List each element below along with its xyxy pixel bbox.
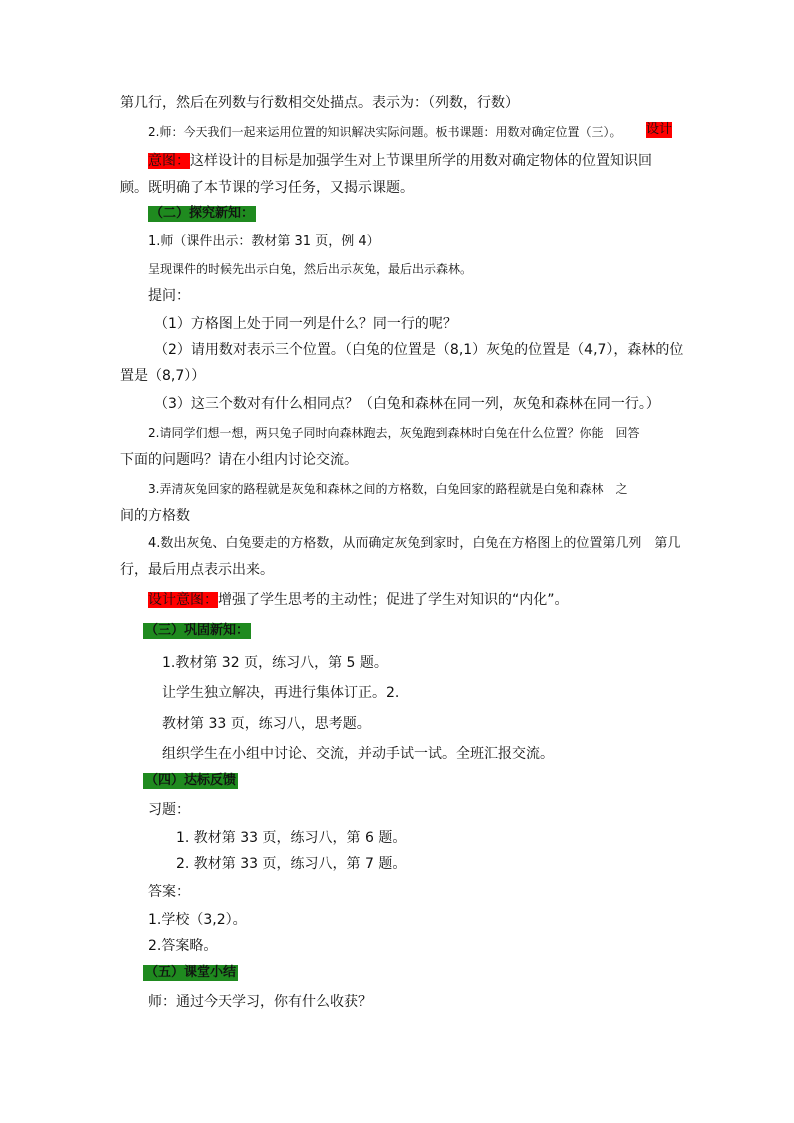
text-line: 间的方格数 <box>120 508 190 524</box>
text-line: （2）请用数对表示三个位置。（白兔的位置是（8,1）灰兔的位置是（4,7），森林的位 <box>154 342 684 358</box>
text-span: 增强了学生思考的主动性；促进了学生对知识的“内化”。 <box>218 592 569 608</box>
text-span: 这样设计的目标是加强学生对上节课里所学的用数对确定物体的位置知识回 <box>190 153 652 169</box>
text-line: 教材第 33 页，练习八，思考题。 <box>162 716 371 732</box>
list-item: 2. 教材第 33 页，练习八，第 7 题。 <box>176 856 407 872</box>
text-line: 第几行，然后在列数与行数相交处描点。表示为：（列数，行数） <box>120 95 519 111</box>
text-line: 答案： <box>148 884 190 900</box>
text-line <box>148 592 569 609</box>
text-line: 提问： <box>148 288 190 304</box>
text-line: 1.教材第 32 页，练习八，第 5 题。 <box>162 655 388 671</box>
design-intent-label: 设计意图： <box>148 592 218 608</box>
text-line: 1.师（课件出示：教材第 31 页，例 4） <box>148 234 380 249</box>
text-line <box>148 153 652 170</box>
text-line: 师：通过今天学习，你有什么收获？ <box>148 994 372 1010</box>
text-line: 让学生独立解决，再进行集体订正。2. <box>162 685 400 701</box>
text-line: 4.数出灰兔、白兔要走的方格数，从而确定灰兔到家时，白兔在方格图上的位置第几列 第几 <box>148 536 681 551</box>
text-line: 置是（8,7）） <box>120 368 206 384</box>
section-heading: （四）达标反馈 <box>145 773 237 788</box>
list-item: 1. 教材第 33 页，练习八，第 6 题。 <box>176 830 407 846</box>
section-heading: （五）课堂小结 <box>145 965 237 980</box>
text-line: 组织学生在小组中讨论、交流，并动手试一试。全班汇报交流。 <box>162 746 554 762</box>
section-heading: （三）巩固新知： <box>145 623 250 638</box>
text-line: 习题： <box>148 802 190 818</box>
text-line: 行，最后用点表示出来。 <box>120 562 274 578</box>
design-intent-label: 设计 <box>646 122 673 137</box>
text-line: （1）方格图上处于同一列是什么？同一行的呢？ <box>154 316 457 332</box>
text-line: 2.请同学们想一想，两只兔子同时向森林跑去，灰兔跑到森林时白兔在什么位置？你能 回答 <box>148 426 640 440</box>
text-line: 3.弄清灰兔回家的路程就是灰兔和森林之间的方格数，白兔回家的路程就是白兔和森林 之 <box>148 482 628 496</box>
text-line: （3）这三个数对有什么相同点？（白兔和森林在同一列，灰兔和森林在同一行。） <box>154 396 660 412</box>
text-line: 2.师：今天我们一起来运用位置的知识解决实际问题。板书课题：用数对确定位置（三）。 <box>148 125 622 139</box>
text-line: 呈现课件的时候先出示白兔，然后出示灰兔，最后出示森林。 <box>148 262 473 276</box>
section-heading: （二）探究新知： <box>150 206 255 221</box>
text-line: 下面的问题吗？请在小组内讨论交流。 <box>120 452 358 468</box>
text-line: 1.学校（3,2）。 <box>148 912 247 928</box>
text-line: 2.答案略。 <box>148 938 218 954</box>
text-line: 顾。既明确了本节课的学习任务，又揭示课题。 <box>120 180 414 196</box>
design-intent-label: 意图： <box>148 153 190 169</box>
